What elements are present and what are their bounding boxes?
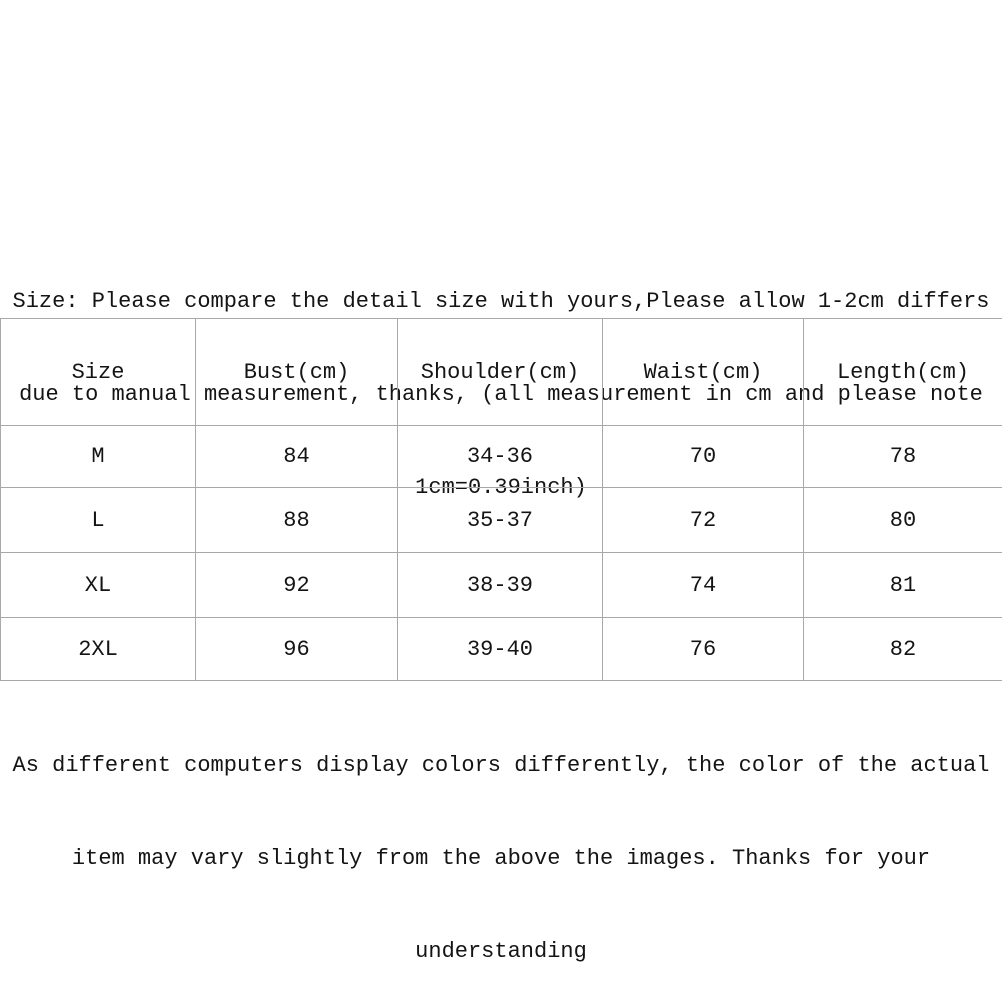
column-header-size: Size [1,319,196,426]
color-disclaimer-line-1: As different computers display colors differently, the color of the actual [12,753,990,778]
color-disclaimer-note [0,688,1002,1002]
column-header-bust: Bust(cm) [196,319,398,426]
measurement-note-line-3: 1cm=0.39inch) [415,475,587,500]
table-row-xl [1,553,1002,618]
cell-size: 2XL [1,618,196,681]
column-header-waist: Waist(cm) [603,319,804,426]
cell-shoulder: 39-40 [398,618,603,681]
column-header-length: Length(cm) [804,319,1002,426]
cell-shoulder: 38-39 [398,553,603,618]
measurement-note-line-1: Size: Please compare the detail size with yours,Please allow 1-2cm differs [12,289,990,314]
cell-length: 82 [804,618,1002,681]
cell-waist: 76 [603,618,804,681]
cell-length: 81 [804,553,1002,618]
cell-waist: 72 [603,488,804,553]
cell-length: 78 [804,426,1002,488]
cell-waist: 74 [603,553,804,618]
size-table-header-row [1,319,1002,426]
cell-bust: 88 [196,488,398,553]
color-disclaimer-line-3: understanding [415,939,587,964]
cell-shoulder: 35-37 [398,488,603,553]
table-row-2xl [1,618,1002,681]
cell-size: L [1,488,196,553]
cell-size: M [1,426,196,488]
table-row-m [1,426,1002,488]
size-table [0,318,1002,681]
table-row-l [1,488,1002,553]
color-disclaimer-line-2: item may vary slightly from the above the images. Thanks for your [71,846,931,871]
cell-waist: 70 [603,426,804,488]
cell-bust: 92 [196,553,398,618]
measurement-note-line-2: due to manual measurement, thanks, (all measurement in cm and please note [19,382,983,407]
cell-bust: 96 [196,618,398,681]
cell-length: 80 [804,488,1002,553]
cell-size: XL [1,553,196,618]
cell-shoulder: 34-36 [398,426,603,488]
cell-bust: 84 [196,426,398,488]
column-header-shoulder: Shoulder(cm) [398,319,603,426]
